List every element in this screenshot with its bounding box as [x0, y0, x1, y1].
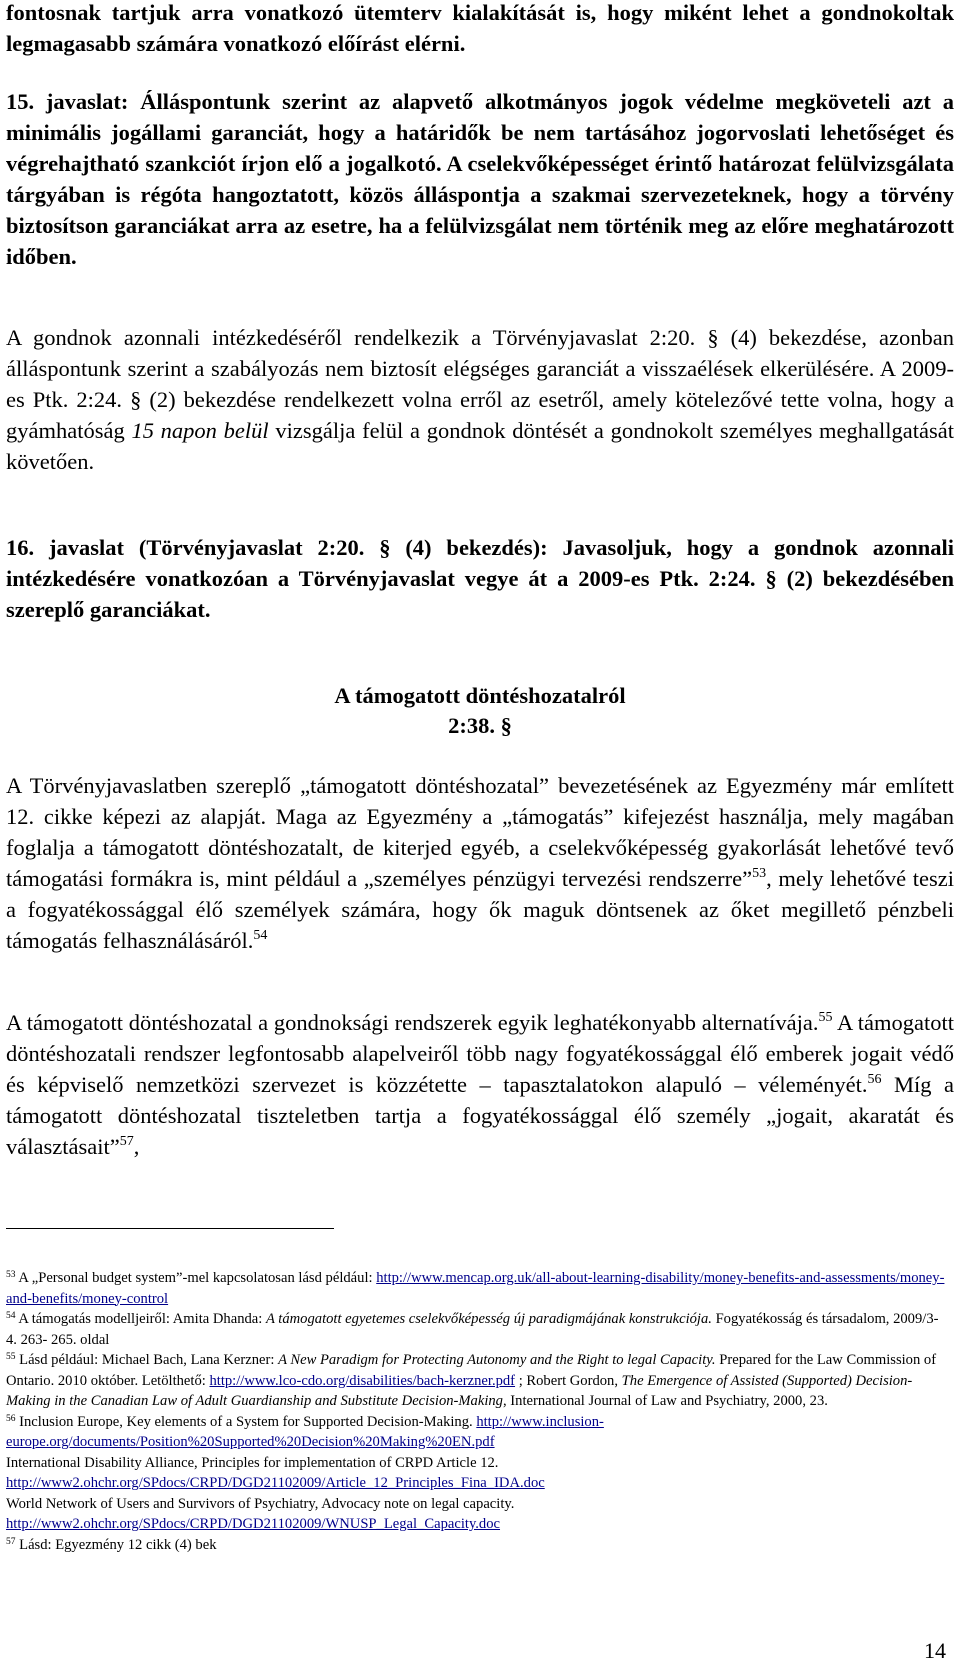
- footnote-ref-56[interactable]: 56: [867, 1072, 882, 1087]
- paragraph-continuation: fontosnak tartjuk arra vonatkozó ütemterv kialakítását is, hogy miként lehet a gondnokoltak legmagasabb számára vonatkozó előírást elérni.: [6, 0, 954, 56]
- footnote-ref-55[interactable]: 55: [818, 1010, 833, 1025]
- proposal-15-paragraph: 15. javaslat: Álláspontunk szerint az alapvető alkotmányos jogok védelme megköveteli azt a minimális jogállami garanciát, hogy a határidők be nem tartásához jogorvoslati lehetőséget és végrehajtható szankciót írjon elő a jogalkotó. A cselekvőképességet érintő határozat felülvizsgálata tárgyában is régóta hangoztatott, közös álláspontja a szakmai szervezeteknek, hogy a törvény biztosítson garanciákat arra az esetre, ha a felülvizsgálat nem történik meg az előre meghatározott időben.: [6, 89, 954, 269]
- footnote-number: 55: [6, 1352, 16, 1362]
- footnote-link[interactable]: http://www2.ohchr.org/SPdocs/CRPD/DGD21102009/Article_12_Principles_Fina_IDA.doc: [6, 1475, 545, 1491]
- paragraph-text: Míg a támogatott döntéshozatal tiszteletben tartja a fogyatékossággal élő személy „jogait, akaratát és választásait”: [6, 1072, 955, 1159]
- footnote-separator: [6, 1228, 334, 1229]
- footnote-56: [6, 1412, 946, 1453]
- paragraph-text: A támogatott döntéshozatal a gondnoksági rendszerek egyik leghatékonyabb alternatívája.: [6, 1010, 819, 1035]
- footnote-link-line: [6, 1473, 946, 1494]
- page-number: 14: [924, 1638, 946, 1663]
- section-heading: A támogatott döntéshozatalról: [334, 683, 626, 708]
- footnote-text-line: International Disability Alliance, Principles for implementation of CRPD Article 12.: [6, 1454, 499, 1471]
- footnote-title: The Emergence of Assisted (Supported) Decision-Making in the Canadian Law of Adult Guardianship and Substitute Decision-Making: [6, 1372, 913, 1409]
- footnote-title: A New Paradigm for Protecting Autonomy and the Right to legal Capacity.: [278, 1352, 716, 1368]
- footnote-text: A támogatás modelljeiről: Amita Dhanda:: [15, 1311, 266, 1327]
- footnote-ref-57[interactable]: 57: [119, 1134, 134, 1149]
- footnote-text: , International Journal of Law and Psychiatry, 2000, 23.: [502, 1393, 828, 1409]
- footnote-ref-54[interactable]: 54: [253, 928, 268, 943]
- alternative-paragraph: [6, 1007, 954, 1162]
- paragraph-text: A támogatott döntéshozatali rendszer legfontosabb alapelveiről több nagy fogyatékossággal élő emberek jogait védő és képviselő nemzetközi szervezet is közzétette – tapasztalatokon alapuló – véleményét.: [6, 1010, 955, 1097]
- footnote-link-line: [6, 1514, 946, 1535]
- paragraph-text: vizsgálja felül a gondnok döntését a gondnokolt személyes meghallgatását követően.: [6, 418, 954, 474]
- emphasis-text: 15 napon belül: [131, 418, 269, 443]
- footnote-link[interactable]: http://www2.ohchr.org/SPdocs/CRPD/DGD21102009/WNUSP_Legal_Capacity.doc: [6, 1516, 501, 1532]
- guardian-immediate-action-paragraph: [6, 322, 954, 477]
- footnote-text-line: World Network of Users and Survivors of Psychiatry, Advocacy note on legal capacity.: [6, 1495, 515, 1512]
- footnote-text: ; Robert Gordon,: [515, 1372, 622, 1389]
- footnote-number: 57: [6, 1536, 16, 1547]
- footnote-number: 56: [6, 1413, 16, 1424]
- supported-decision-making-paragraph: [6, 770, 954, 956]
- footnote-text: Lásd: Egyezmény 12 cikk (4) bek: [15, 1536, 217, 1553]
- footnote-text: Fogyatékosság és társadalom, 2009/3-4. 263- 265. oldal: [6, 1311, 939, 1348]
- paragraph-text: A gondnok azonnali intézkedéséről rendelkezik a Törvényjavaslat 2:20. § (4) bekezdése, azonban álláspontunk szerint a szabályozás nem biztosít elégséges garanciát a visszaélések elkerülésére. A 2009-es Ptk. 2:24. § (2) bekezdése rendelkezett volna erről az esetről, amely kötelezővé tette volna, hogy a gyámhatóság: [6, 325, 954, 443]
- footnote-text: Inclusion Europe, Key elements of a System for Supported Decision-Making.: [15, 1413, 477, 1430]
- footnote-text: Prepared for the Law Commission of Ontario. 2010 október. Letölthető:: [6, 1352, 937, 1389]
- proposal-16-paragraph: 16. javaslat (Törvényjavaslat 2:20. § (4) bekezdés): Javasoljuk, hogy a gondnok azonnali intézkedésére vonatkozóan a Törvényjavaslat vegye át a 2009-es Ptk. 2:24. § (2) bekezdésében szereplő garanciákat.: [6, 535, 954, 622]
- footnote-57: [6, 1535, 946, 1556]
- paragraph-text: A Törvényjavaslatben szereplő „támogatott döntéshozatal” bevezetésének az Egyezmény már említett 12. cikke képezi az alapját. Maga az Egyezmény a „támogatás” kifejezést használja, mely magában foglalja a támogatott döntéshozatalt, de kiterjed egyéb, a cselekvőképesség gyakorlását lehetővé tevő támogatási formákra is, mint például a „személyes pénzügyi tervezési rendszerre”: [6, 773, 954, 891]
- footnote-55: [6, 1350, 946, 1412]
- footnote-number: 54: [6, 1311, 16, 1321]
- footnote-text: Lásd például: Michael Bach, Lana Kerzner:: [15, 1352, 279, 1368]
- footnote-ref-53[interactable]: 53: [752, 866, 767, 881]
- footnote-title: A támogatott egyetemes cselekvőképesség új paradigmájának konstrukciója.: [265, 1311, 712, 1327]
- section-subheading: 2:38. §: [448, 713, 512, 738]
- footnote-link[interactable]: http://www.inclusion-europe.org/documents/Position%20Supported%20Decision%20Making%20EN.pdf: [6, 1413, 604, 1450]
- footnotes: [6, 1268, 946, 1555]
- footnote-number: 53: [6, 1270, 16, 1280]
- paragraph-text: ,: [133, 1134, 140, 1159]
- footnote-text: A „Personal budget system”-mel kapcsolatosan lásd például:: [15, 1270, 377, 1286]
- footnote-link[interactable]: http://www.lco-cdo.org/disabilities/bach-kerzner.pdf: [209, 1372, 516, 1389]
- footnote-54: [6, 1309, 946, 1350]
- paragraph-text: , mely lehetővé teszi a fogyatékossággal élő személyek számára, hogy ők maguk döntsenek az őket megillető pénzbeli támogatás felhasználásáról.: [6, 866, 954, 953]
- footnote-link[interactable]: http://www.mencap.org.uk/all-about-learning-disability/money-benefits-and-assessments/money-and-benefits/money-control: [6, 1270, 945, 1307]
- footnote-53: [6, 1268, 946, 1309]
